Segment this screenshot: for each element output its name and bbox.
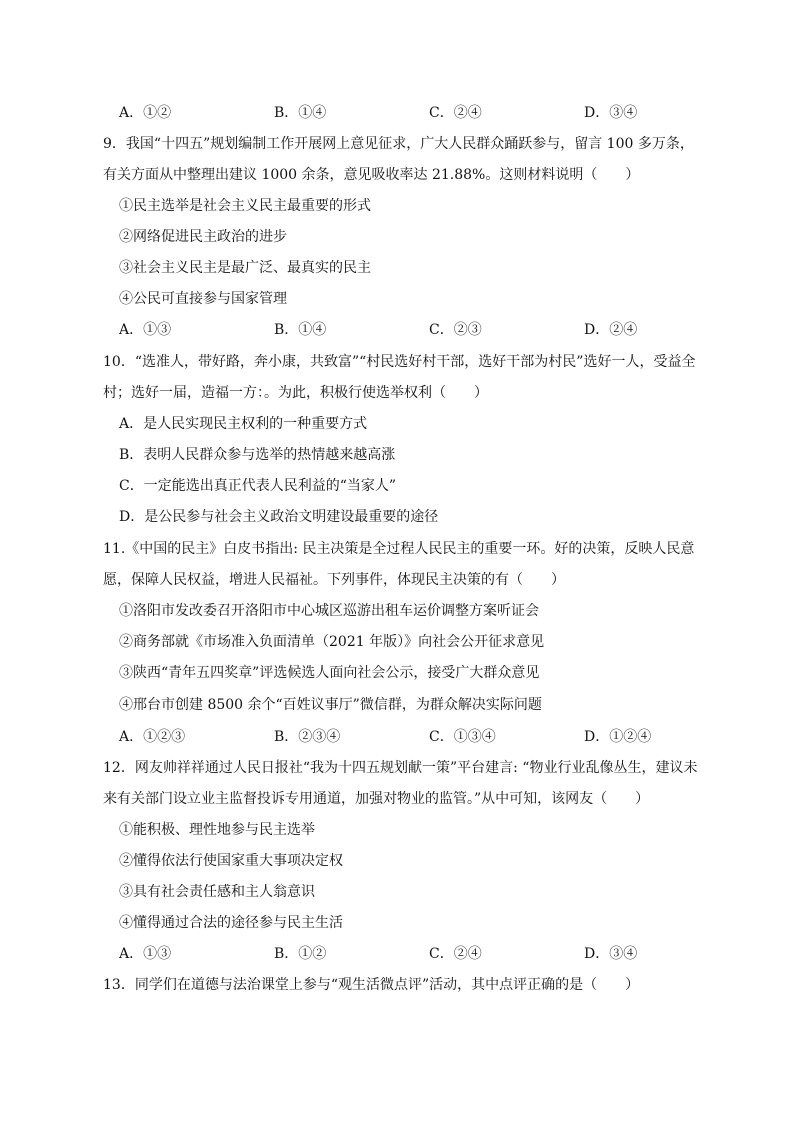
q11-option-d[interactable]: D．①②④ [584, 729, 652, 745]
q12-option-b[interactable]: B．①② [274, 946, 327, 962]
q11-item-2: ②商务部就《市场准入负面清单（2021 年版）》向社会公开征求意见 [119, 634, 545, 650]
q8-option-c[interactable]: C．②④ [429, 105, 482, 121]
q11-options [119, 727, 679, 747]
q9-stem-line-1: 9．我国“十四五”规划编制工作开展网上意见征求，广大人民群众踊跃参与，留言 100 多万条， [103, 136, 694, 152]
q9-item-1: ①民主选举是社会主义民主最重要的形式 [119, 198, 371, 214]
q11-option-a[interactable]: A．①②③ [119, 729, 186, 745]
q12-option-c[interactable]: C．②④ [429, 946, 482, 962]
q11-stem-line-1: 11.《中国的民主》白皮书指出: 民主决策是全过程人民民主的重要一环。好的决策，反映人民意 [103, 541, 695, 557]
q12-item-4: ④懂得通过合法的途径参与民主生活 [119, 915, 343, 931]
q10-choice-c[interactable]: C．一定能选出真正代表人民利益的“当家人” [119, 478, 397, 494]
q9-item-2: ②网络促进民主政治的进步 [119, 229, 287, 245]
q9-options [119, 320, 679, 340]
q9-option-d[interactable]: D．②④ [584, 322, 638, 338]
q12-options [119, 944, 679, 964]
q10-choice-b[interactable]: B．表明人民群众参与选举的热情越来越高涨 [119, 447, 396, 463]
q9-option-a[interactable]: A．①③ [119, 322, 172, 338]
q8-options [119, 103, 679, 123]
q9-stem-line-2: 有关方面从中整理出建议 1000 余条，意见吸收率达 21.88%。这则材料说明（ ） [103, 167, 640, 183]
q9-option-c[interactable]: C．②③ [429, 322, 482, 338]
q11-option-b[interactable]: B．②③④ [274, 729, 341, 745]
q12-stem-line-1: 12．网友帅祥祥通过人民日报社“我为十四五规划献一策”平台建言: “物业行业乱像丛生，建议未 [103, 760, 698, 776]
q12-item-1: ①能积极、理性地参与民主选举 [119, 822, 315, 838]
q12-item-3: ③具有社会责任感和主人翁意识 [119, 884, 315, 900]
q13-stem-line-1: 13．同学们在道德与法治课堂上参与“观生活微点评”活动，其中点评正确的是（ ） [103, 977, 640, 993]
q10-stem-line-2: 村；选好一届，造福一方：。为此，积极行使选举权利（ ） [103, 385, 488, 401]
q10-stem-line-1: 10．“选准人，带好路，奔小康，共致富”“村民选好村干部，选好干部为村民”选好一人，受益全 [103, 354, 696, 370]
q11-stem-line-2: 愿，保障人民权益，增进人民福祉。下列事件，体现民主决策的有（ ） [103, 572, 565, 588]
q11-item-3: ③陕西“青年五四奖章”评选候选人面向社会公示，接受广大群众意见 [119, 665, 540, 681]
q11-item-4: ④邢台市创建 8500 余个“百姓议事厅”微信群，为群众解决实际问题 [119, 697, 542, 713]
q8-option-b[interactable]: B．①④ [274, 105, 327, 121]
q8-option-a[interactable]: A．①② [119, 105, 172, 121]
q12-option-d[interactable]: D．③④ [584, 946, 638, 962]
q9-item-3: ③社会主义民主是最广泛、最真实的民主 [119, 260, 371, 276]
q10-choice-d[interactable]: D．是公民参与社会主义政治文明建设最重要的途径 [119, 509, 439, 525]
q12-stem-line-2: 来有关部门设立业主监督投诉专用通道，加强对物业的监管。”从中可知，该网友（ ） [103, 791, 650, 807]
q12-item-2: ②懂得依法行使国家重大事项决定权 [119, 853, 343, 869]
q11-option-c[interactable]: C．①③④ [429, 729, 496, 745]
q12-option-a[interactable]: A．①③ [119, 946, 172, 962]
q9-item-4: ④公民可直接参与国家管理 [119, 291, 287, 307]
q11-item-1: ①洛阳市发改委召开洛阳市中心城区巡游出租车运价调整方案听证会 [119, 603, 539, 619]
q10-choice-a[interactable]: A．是人民实现民主权利的一种重要方式 [119, 416, 368, 432]
q9-option-b[interactable]: B．①④ [274, 322, 327, 338]
q8-option-d[interactable]: D．③④ [584, 105, 638, 121]
